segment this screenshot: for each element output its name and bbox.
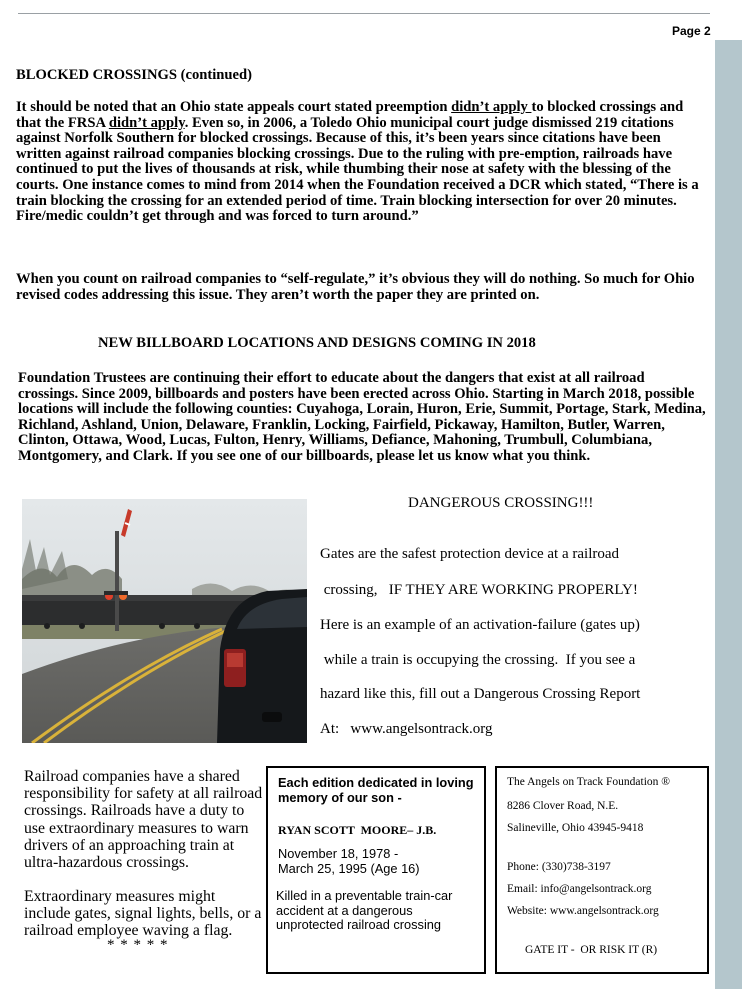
danger-line-1: Gates are the safest protection device at a railroad [320,546,620,562]
memorial-dedication: Each edition dedicated in loving memory of our son - [278,775,474,805]
dangerous-crossing-title: DANGEROUS CROSSING!!! [408,495,594,511]
danger-line-5: hazard like this, fill out a Dangerous Crossing Report [320,686,641,702]
memorial-killed: Killed in a preventable train-car accident at a dangerous unprotected railroad crossing [276,888,453,932]
section-heading-blocked-crossings: BLOCKED CROSSINGS (continued) [16,67,252,83]
blocked-crossings-paragraph-2: When you count on railroad companies to “self-regulate,” it’s obvious they will do nothing. So much for Ohio revised codes addressing this issue. They aren’t worth the paper they are printed on. [16,271,695,303]
text-run: . Even so, in 2006, a Toledo Ohio municipal court judge dismissed 219 citations against Norfolk Southern for blocked crossings. Because of this, it’s been years since citations have been written against railroad companies blocking crossings. Due to the ruling with pre-emption, railroads have continued to put the lives of thousands at risk, while thumbing their nose at safety with the blessing of the courts. One instance comes to mind from 2014 when the Foundation received a DCR which stated, “There is a train blocking the crossing for an extended period of time. Train blocking intersection for over 20 minutes. Fire/medic couldn’t get through and was forced to turn around.” [16,114,699,225]
memorial-name: RYAN SCOTT MOORE– J.B. [278,823,437,837]
org-name: The Angels on Track Foundation ® [507,776,671,788]
memorial-dates: November 18, 1978 - March 25, 1995 (Age 16) [278,846,420,876]
underlined-text: didn’t apply [451,99,532,115]
address-line-2: Salineville, Ohio 43945-9418 [507,822,644,834]
slogan: GATE IT - OR RISK IT (R) [525,944,658,956]
text-run: It should be noted that an Ohio state appeals court stated preemption [16,99,452,115]
text-run: to blocked crossings and that the FRSA [16,99,684,131]
billboards-paragraph: Foundation Trustees are continuing their effort to educate about the dangers that exist at all railroad crossings. Since 2009, billboards and posters have been erected across Ohio. Starting in March 2018, possible locations will include the following counties: Cuyahoga, Lorain, Huron, Erie, Summit, Portage, Stark, Medina, Richland, Ashland, Union, Delaware, Franklin, Locking, Fairfield, Pickaway, Hamilton, Butler, Warren, Clinton, Ottawa, Wood, Lucas, Fulton, Henry, Williams, Defiance, Mahoning, Trumbull, Columbiana, Montgomery, and Clark. If you see one of our billboards, please let us know what you think. [18,370,706,464]
underlined-text: didn’t apply [108,114,185,131]
blocked-crossings-paragraph-1 [16,100,708,225]
danger-line-3: Here is an example of an activation-failure (gates up) [320,617,640,633]
danger-line-2: crossing, IF THEY ARE WORKING PROPERLY! [320,582,638,598]
address-line-1: 8286 Clover Road, N.E. [507,800,619,812]
side-bar [715,40,742,989]
top-rule [18,13,710,14]
stars-divider: * * * * * [107,937,169,953]
danger-line-6: At: www.angelsontrack.org [320,721,493,737]
page-number: Page 2 [672,24,711,38]
website: Website: www.angelsontrack.org [507,905,659,917]
extraordinary-measures-paragraph: Extraordinary measures might include gates, signal lights, bells, or a railroad employee waving a flag. [24,888,262,940]
danger-line-4: while a train is occupying the crossing. If you see a [320,652,636,668]
shared-responsibility-paragraph: Railroad companies have a shared responsibility for safety at all railroad crossings. Railroads have a duty to use extraordinary measures to warn drivers of an approaching train at ultra-hazardous crossings. [24,768,263,872]
crossing-photo [22,499,307,743]
email: Email: info@angelsontrack.org [507,883,652,895]
section-heading-billboards: NEW BILLBOARD LOCATIONS AND DESIGNS COMING IN 2018 [98,335,536,351]
phone: Phone: (330)738-3197 [507,861,611,873]
